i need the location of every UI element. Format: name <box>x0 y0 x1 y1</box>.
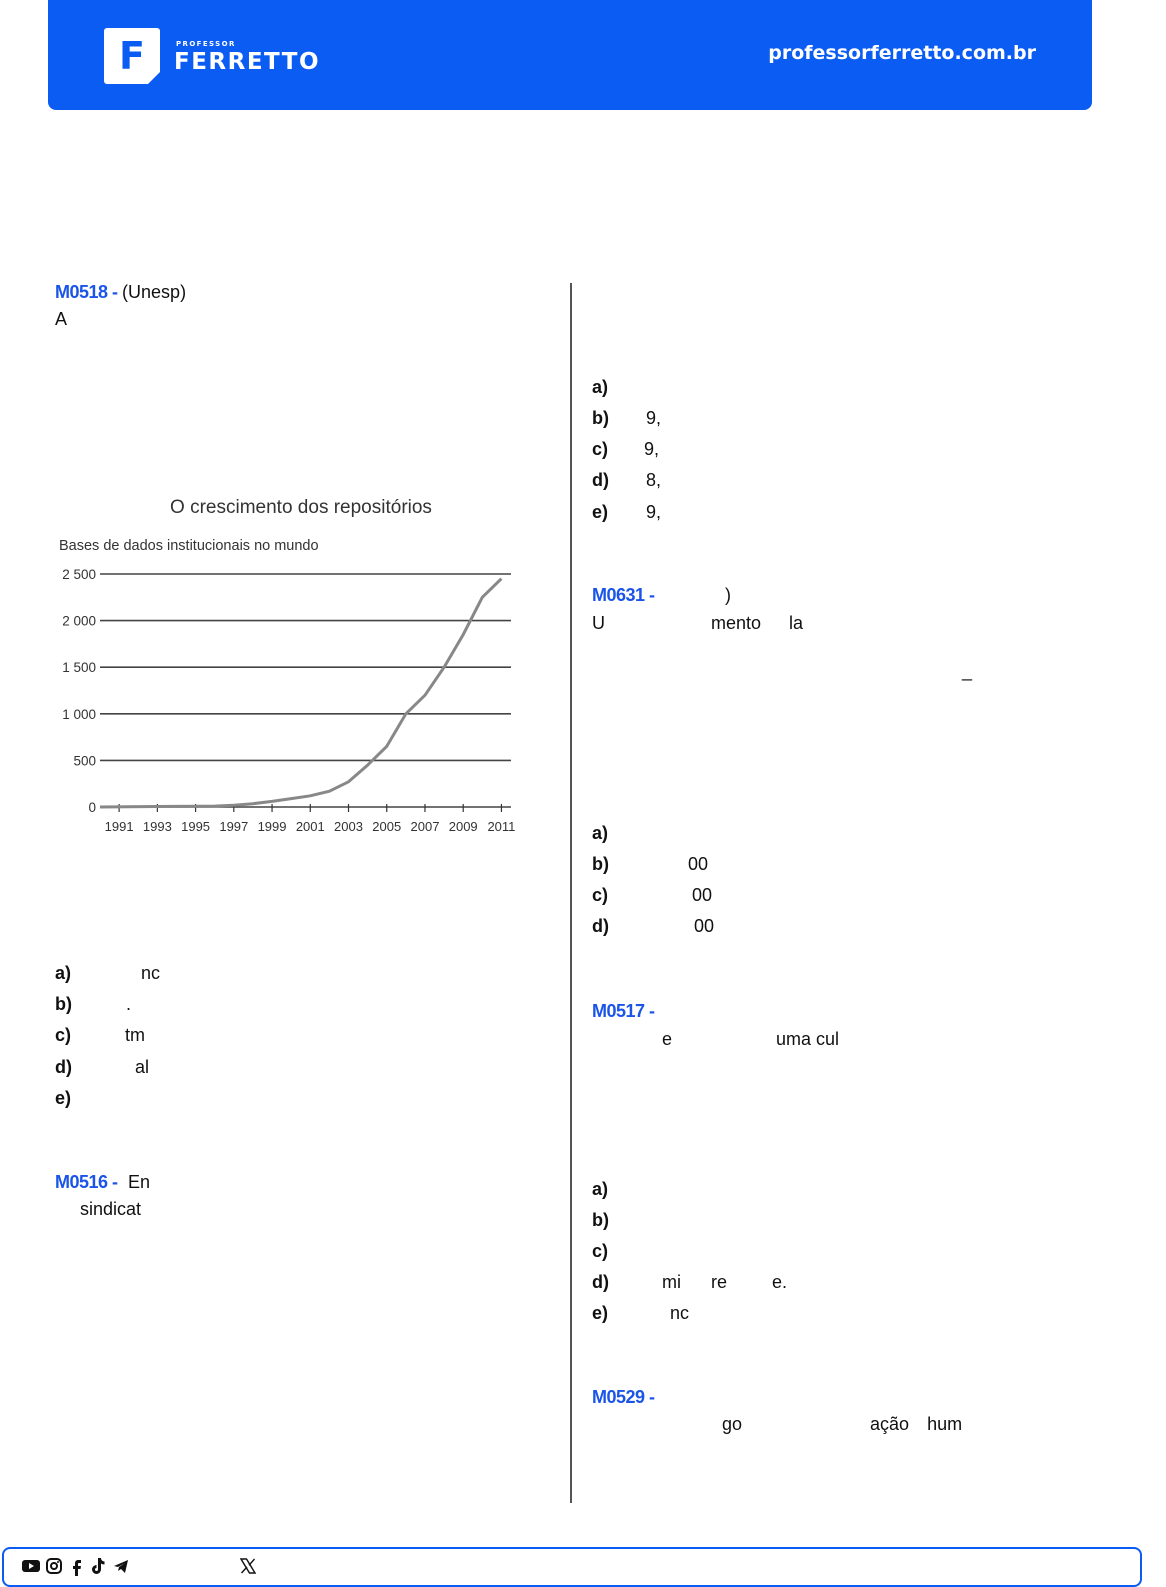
question-m0517-header <box>592 1000 659 1022</box>
option-text: . <box>126 994 132 1014</box>
option-b[interactable] <box>592 853 708 875</box>
question-m0529-header <box>592 1386 659 1408</box>
option-c[interactable] <box>592 438 659 460</box>
question-source: En <box>128 1172 151 1192</box>
option-text: 9, <box>646 502 662 522</box>
option-letter: b) <box>592 1210 609 1230</box>
option-letter: c) <box>592 1241 609 1261</box>
question-code: M0631 - <box>592 585 660 605</box>
question-m0529-text <box>592 1413 962 1435</box>
option-letter: a) <box>592 1179 609 1199</box>
option-text: 9, <box>644 439 660 459</box>
column-divider <box>570 283 572 1503</box>
y-tick-label: 2 000 <box>62 613 96 629</box>
option-letter: c) <box>55 1025 72 1045</box>
chart-subtitle: Bases de dados institucionais no mundo <box>59 538 319 554</box>
question-m0518-text: A <box>55 309 68 329</box>
x-tick-label: 2005 <box>372 819 402 834</box>
option-letter: d) <box>592 470 609 490</box>
x-tick-label: 2003 <box>334 819 363 834</box>
repository-growth-chart <box>55 493 525 838</box>
option-d[interactable] <box>592 915 714 937</box>
instagram-icon[interactable] <box>46 1556 62 1576</box>
option-e[interactable] <box>592 1302 689 1324</box>
x-twitter-icon[interactable] <box>240 1556 256 1576</box>
site-url-link[interactable]: professorferretto.com.br <box>768 42 1036 64</box>
question-source: (Unesp) <box>122 282 187 302</box>
option-d[interactable] <box>592 1271 787 1293</box>
text-fragment: uma cul <box>776 1029 840 1049</box>
chart-title: O crescimento dos repositórios <box>170 497 432 518</box>
option-a[interactable] <box>592 1178 632 1200</box>
logo-subtitle: PROFESSOR <box>176 40 236 48</box>
option-b[interactable] <box>55 993 131 1015</box>
text-fragment: ação <box>870 1414 910 1434</box>
youtube-icon[interactable] <box>22 1556 40 1576</box>
social-footer <box>2 1547 1142 1587</box>
option-a[interactable] <box>55 962 160 984</box>
question-m0631-header <box>592 584 731 606</box>
option-c[interactable] <box>592 884 712 906</box>
question-m0516-header <box>55 1171 150 1193</box>
option-text: al <box>135 1057 150 1077</box>
option-c[interactable] <box>592 1240 632 1262</box>
option-e[interactable] <box>592 501 661 523</box>
facebook-icon[interactable] <box>70 1556 82 1576</box>
x-tick-label: 2009 <box>448 819 478 834</box>
option-d[interactable] <box>55 1056 149 1078</box>
option-text: 00 <box>692 885 713 905</box>
x-tick-label: 1995 <box>181 819 211 834</box>
y-tick-label: 0 <box>88 800 96 815</box>
option-letter: e) <box>55 1088 72 1108</box>
option-text: mi re e. <box>662 1272 788 1292</box>
option-a[interactable] <box>592 822 632 844</box>
x-tick-label: 2011 <box>487 819 516 834</box>
option-text: 00 <box>694 916 715 936</box>
option-letter: d) <box>55 1057 72 1077</box>
x-tick-label: 1991 <box>104 819 134 834</box>
ferretto-logo[interactable] <box>104 28 160 84</box>
series-line <box>100 579 501 807</box>
text-fragment: hum <box>927 1414 963 1434</box>
x-tick-label: 1997 <box>219 819 249 834</box>
question-code: M0517 - <box>592 1001 660 1021</box>
option-b[interactable] <box>592 407 661 429</box>
logo-letter: F <box>119 34 145 78</box>
option-letter: a) <box>592 823 609 843</box>
y-tick-label: 1 500 <box>62 660 96 676</box>
option-b[interactable] <box>592 1209 632 1231</box>
question-m0631-dash: _ <box>962 661 973 681</box>
question-code: M0518 - <box>55 282 123 302</box>
telegram-icon[interactable] <box>113 1556 129 1576</box>
option-a[interactable] <box>592 376 632 398</box>
text-fragment: go <box>722 1414 743 1434</box>
question-m0517-text <box>592 1028 839 1050</box>
option-letter: b) <box>592 408 609 428</box>
x-tick-label: 1999 <box>257 819 287 834</box>
option-letter: d) <box>592 916 609 936</box>
text-fragment: mento <box>711 613 762 633</box>
text-fragment: U <box>592 613 605 633</box>
option-text: nc <box>141 963 161 983</box>
option-text: 00 <box>688 854 709 874</box>
option-text: tm <box>125 1025 145 1045</box>
question-source: ) <box>725 585 732 605</box>
logo-title: FERRETTO <box>174 49 321 75</box>
option-letter: e) <box>592 502 609 522</box>
question-code: M0516 - <box>55 1172 123 1192</box>
x-tick-label: 1993 <box>142 819 172 834</box>
text-fragment: e <box>662 1029 673 1049</box>
option-text: nc <box>670 1303 690 1323</box>
option-text: 8, <box>646 470 662 490</box>
question-m0516-text: sindicat <box>80 1199 142 1219</box>
x-tick-label: 2007 <box>410 819 440 834</box>
option-letter: b) <box>55 994 72 1014</box>
site-header <box>48 0 1092 110</box>
tiktok-icon[interactable] <box>91 1556 105 1576</box>
question-m0631-text <box>592 612 803 634</box>
question-code: M0529 - <box>592 1387 660 1407</box>
option-letter: d) <box>592 1272 609 1292</box>
option-d[interactable] <box>592 469 661 491</box>
option-e[interactable] <box>55 1087 95 1109</box>
question-m0518-header <box>55 281 186 303</box>
y-tick-label: 500 <box>73 753 96 769</box>
option-letter: c) <box>592 439 609 459</box>
option-letter: b) <box>592 854 609 874</box>
text-fragment: la <box>789 613 804 633</box>
y-tick-label: 1 000 <box>62 706 96 722</box>
option-c[interactable] <box>55 1024 145 1046</box>
option-letter: e) <box>592 1303 609 1323</box>
option-letter: a) <box>55 963 72 983</box>
option-letter: a) <box>592 377 609 397</box>
option-letter: c) <box>592 885 609 905</box>
y-tick-label: 2 500 <box>62 567 96 582</box>
x-tick-label: 2001 <box>295 819 325 834</box>
option-text: 9, <box>646 408 662 428</box>
